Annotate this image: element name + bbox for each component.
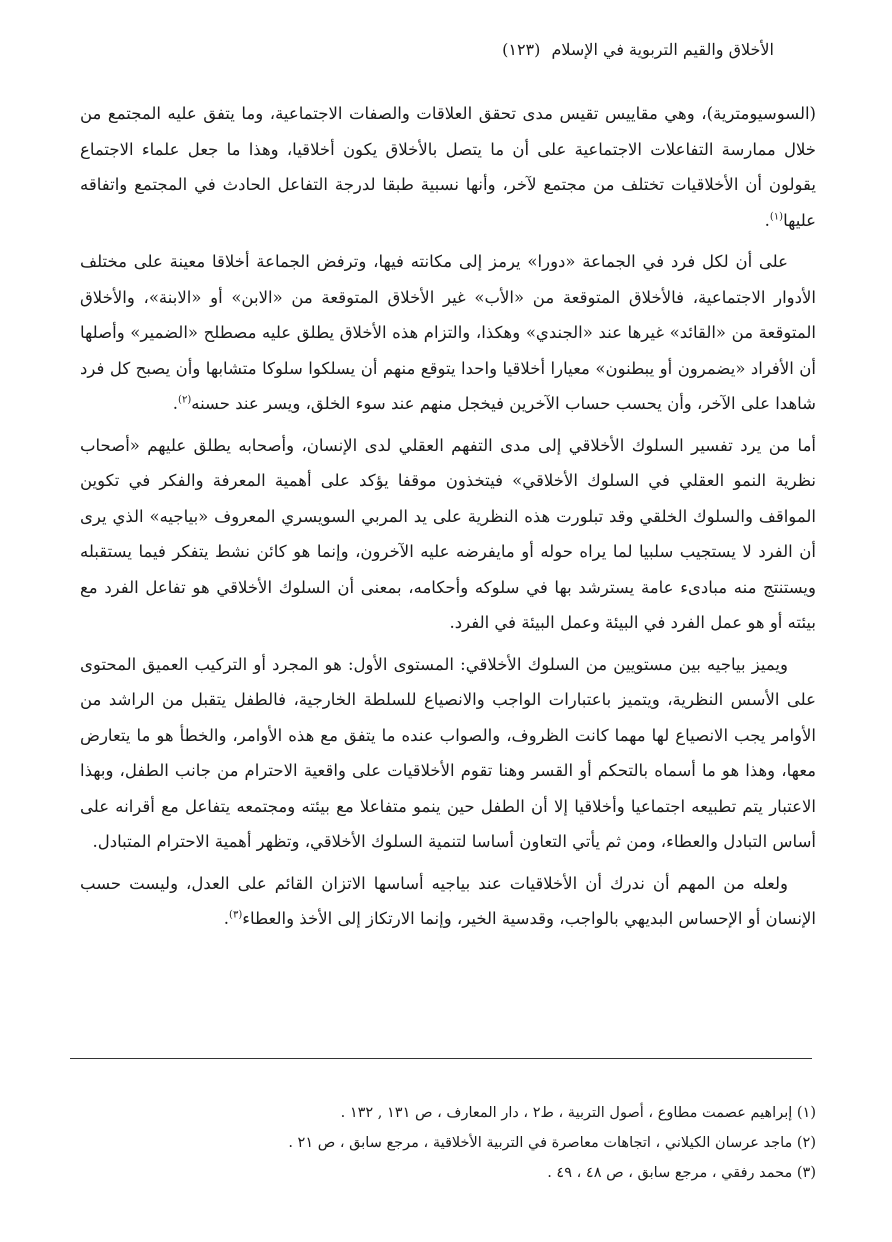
paragraph-text: على أن لكل فرد في الجماعة «دورا» يرمز إلى مكانته فيها، وترفض الجماعة أخلاقا معينة على مختلف الأدوار الاجتماعية، فالأخلاق المتوقعة من «الأب» غير الأخلاق المتوقعة من «الابن» أو «الابنة»، والأخلاق المتوقعة من «القائد» غيرها عند «الجندي» وهكذا، والتزام هذه الأخلاق يطلق عليه مصطلح «الضمير» وأصلها أن الأفراد «يضمرون أو يبطنون» معيارا أخلاقيا واحدا يتوقع منهم أن يسلكوا سلوكا متشابها وأن يصبح كل فرد شاهدا على الآخر، وأن يحسب حساب الآخرين فيخجل منهم عند سوء الخلق، ويسر عند حسنه — [80, 252, 816, 413]
paragraph-end: . — [223, 909, 230, 928]
footnote-ref-2: (٢) — [178, 394, 192, 406]
paragraph-text: أما من يرد تفسير السلوك الأخلاقي إلى مدى التفهم العقلي لدى الإنسان، وأصحابه يطلق عليهم «أصحاب نظرية النمو العقلي في السلوك الأخلاقي» فيتخذون موقفا يؤكد على أهمية المعرفة والفكر في تكوين المواقف والسلوك الخلقي وقد تبلورت هذه النظرية على يد المربي السويسري المعروف «بياجيه» الذي يرى أن الفرد لا يستجيب سلبيا لما يراه حوله أو مايفرضه عليه الآخرون، وإنما هو كائن نشط يتفكر فيما يستقبله ويستنتج منه مبادىء عامة يسترشد بها في سلوكه وأحكامه، بمعنى أن السلوك الأخلاقي هو تفاعل الفرد مع بيئته أو هو عمل الفرد في البيئة وعمل البيئة في الفرد. — [80, 435, 816, 632]
paragraph-3 — [80, 428, 816, 641]
footnotes — [80, 1098, 816, 1188]
paragraph-text: ولعله من المهم أن ندرك أن الأخلاقيات عند بياجيه أساسها الاتزان القائم على العدل، وليست حسب الإنسان أو الإحساس البديهي بالواجب، وقدسية الخير، وإنما الارتكاز إلى الأخذ والعطاء — [80, 873, 816, 928]
body-text — [80, 96, 816, 943]
paragraph-1 — [80, 96, 816, 238]
paragraph-end: . — [172, 394, 179, 413]
footnote-ref-1: (١) — [769, 211, 784, 222]
footnote-2: (٢) ماجد عرسان الكيلاني ، اتجاهات معاصرة في التربية الأخلاقية ، مرجع سابق ، ص ٢١ . — [288, 1135, 816, 1151]
paragraph-4 — [80, 647, 816, 860]
paragraph-5 — [80, 866, 816, 937]
paragraph-end: . — [764, 210, 770, 230]
footnote-divider — [70, 1058, 812, 1059]
header-title: الأخلاق والقيم التربوية في الإسلام — [551, 40, 774, 59]
page-number: (١٢٣) — [502, 40, 541, 59]
paragraph-text: (السوسيومترية)، وهي مقاييس تقيس مدى تحقق العلاقات والصفات الاجتماعية، وما يتفق عليه المجتمع من خلال ممارسة التفاعلات الاجتماعية على أن ما يتصل بالأخلاق يكون أخلاقيا، وهذا ما جعل علماء الاجتماع يقولون أن الأخلاقيات تختلف من مجتمع لآخر، وأنها نسبية طبقا لدرجة التفاعل الحادث في المجتمع واتفاقه عليها — [80, 104, 816, 230]
footnote-3: (٣) محمد رفقي ، مرجع سابق ، ص ٤٨ ، ٤٩ . — [547, 1165, 816, 1181]
paragraph-2 — [80, 244, 816, 422]
footnote-1: (١) إبراهيم عصمت مطاوع ، أصول التربية ، ط٢ ، دار المعارف ، ص ١٣١ , ١٣٢ . — [340, 1105, 816, 1121]
paragraph-text: ويميز بياجيه بين مستويين من السلوك الأخلاقي: المستوى الأول: هو المجرد أو التركيب العميق المحتوى على الأسس النظرية، ويتميز باعتبارات الواجب والانصياع للسلطة الخارجية، فالطفل يتقبل من الراشد من الأوامر يجب الانصياع لها مهما كانت الظروف، والصواب عنده ما يتفق مع هذه الأوامر، والخطأ هو ما يتعارض معها، وهذا هو ما أسماه بالتحكم أو القسر وهنا تقوم الأخلاقيات على واقعية الاحترام من جانب الطفل، وبهذا الاعتبار يتم تطبيعه اجتماعيا وأخلاقيا إلا أن الطفل حين ينمو متفاعلا مع بيئته ومجتمعه يتفاعل مع أقرانه على أساس التبادل والعطاء، ومن ثم يأتي التعاون أساسا لتنمية السلوك الأخلاقي، وتظهر أهمية الاحترام المتبادل. — [80, 654, 816, 851]
footnote-ref-3: (٣) — [229, 909, 243, 921]
running-header — [502, 38, 774, 62]
